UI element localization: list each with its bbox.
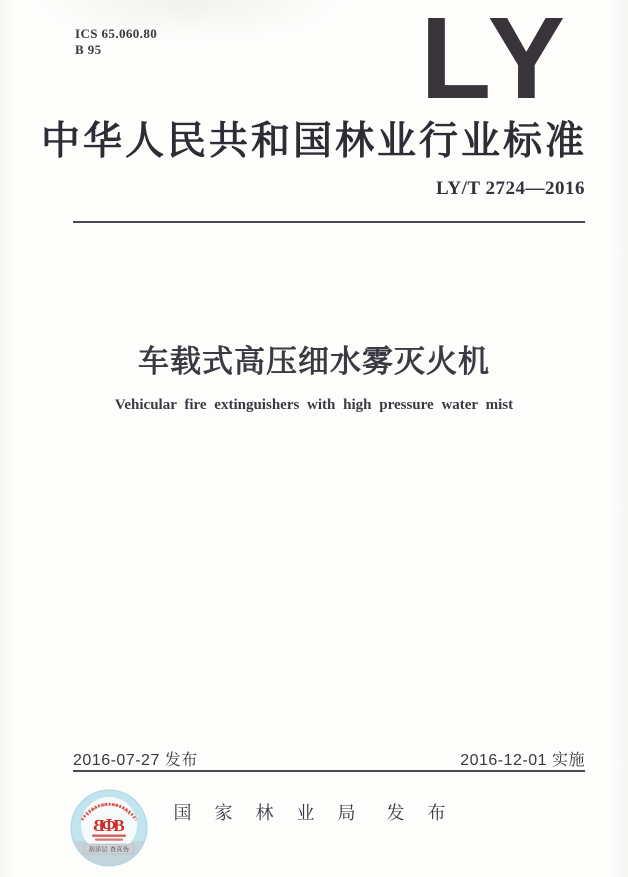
publisher-action: 发 布	[386, 803, 455, 823]
header-rule	[73, 221, 585, 223]
svg-text:B: B	[113, 816, 125, 835]
stamp-band-text: 刮涂层 查真伪	[88, 847, 130, 854]
publisher-name: 国 家 林 业 局	[173, 803, 365, 823]
stamp-emblem	[93, 815, 124, 835]
svg-text:Φ: Φ	[101, 815, 117, 835]
ics-classification-block	[75, 26, 157, 58]
ly-standard-logo: LY	[420, 0, 572, 123]
footer-rule	[73, 770, 585, 772]
standard-class-title: 中华人民共和国林业行业标准	[40, 120, 587, 163]
ics-code: ICS 65.060.80	[75, 26, 158, 41]
svg-text:B: B	[93, 816, 105, 835]
stamp-info-line-1	[92, 835, 126, 837]
stamp-info-line-2	[95, 839, 123, 841]
implement-date: 2016-12-01 实施	[460, 752, 585, 769]
anti-counterfeit-stamp	[69, 788, 149, 868]
document-title-en: Vehicular fire extinguishers with high pressure water mist	[114, 397, 514, 413]
doc-class-code: B 95	[75, 42, 102, 57]
stamp-graphic	[69, 788, 149, 868]
document-title-zh: 车载式高压细水雾灭火机	[138, 344, 490, 379]
standard-number: LY/T 2724—2016	[435, 178, 585, 199]
issue-date: 2016-07-27 发布	[73, 752, 198, 769]
